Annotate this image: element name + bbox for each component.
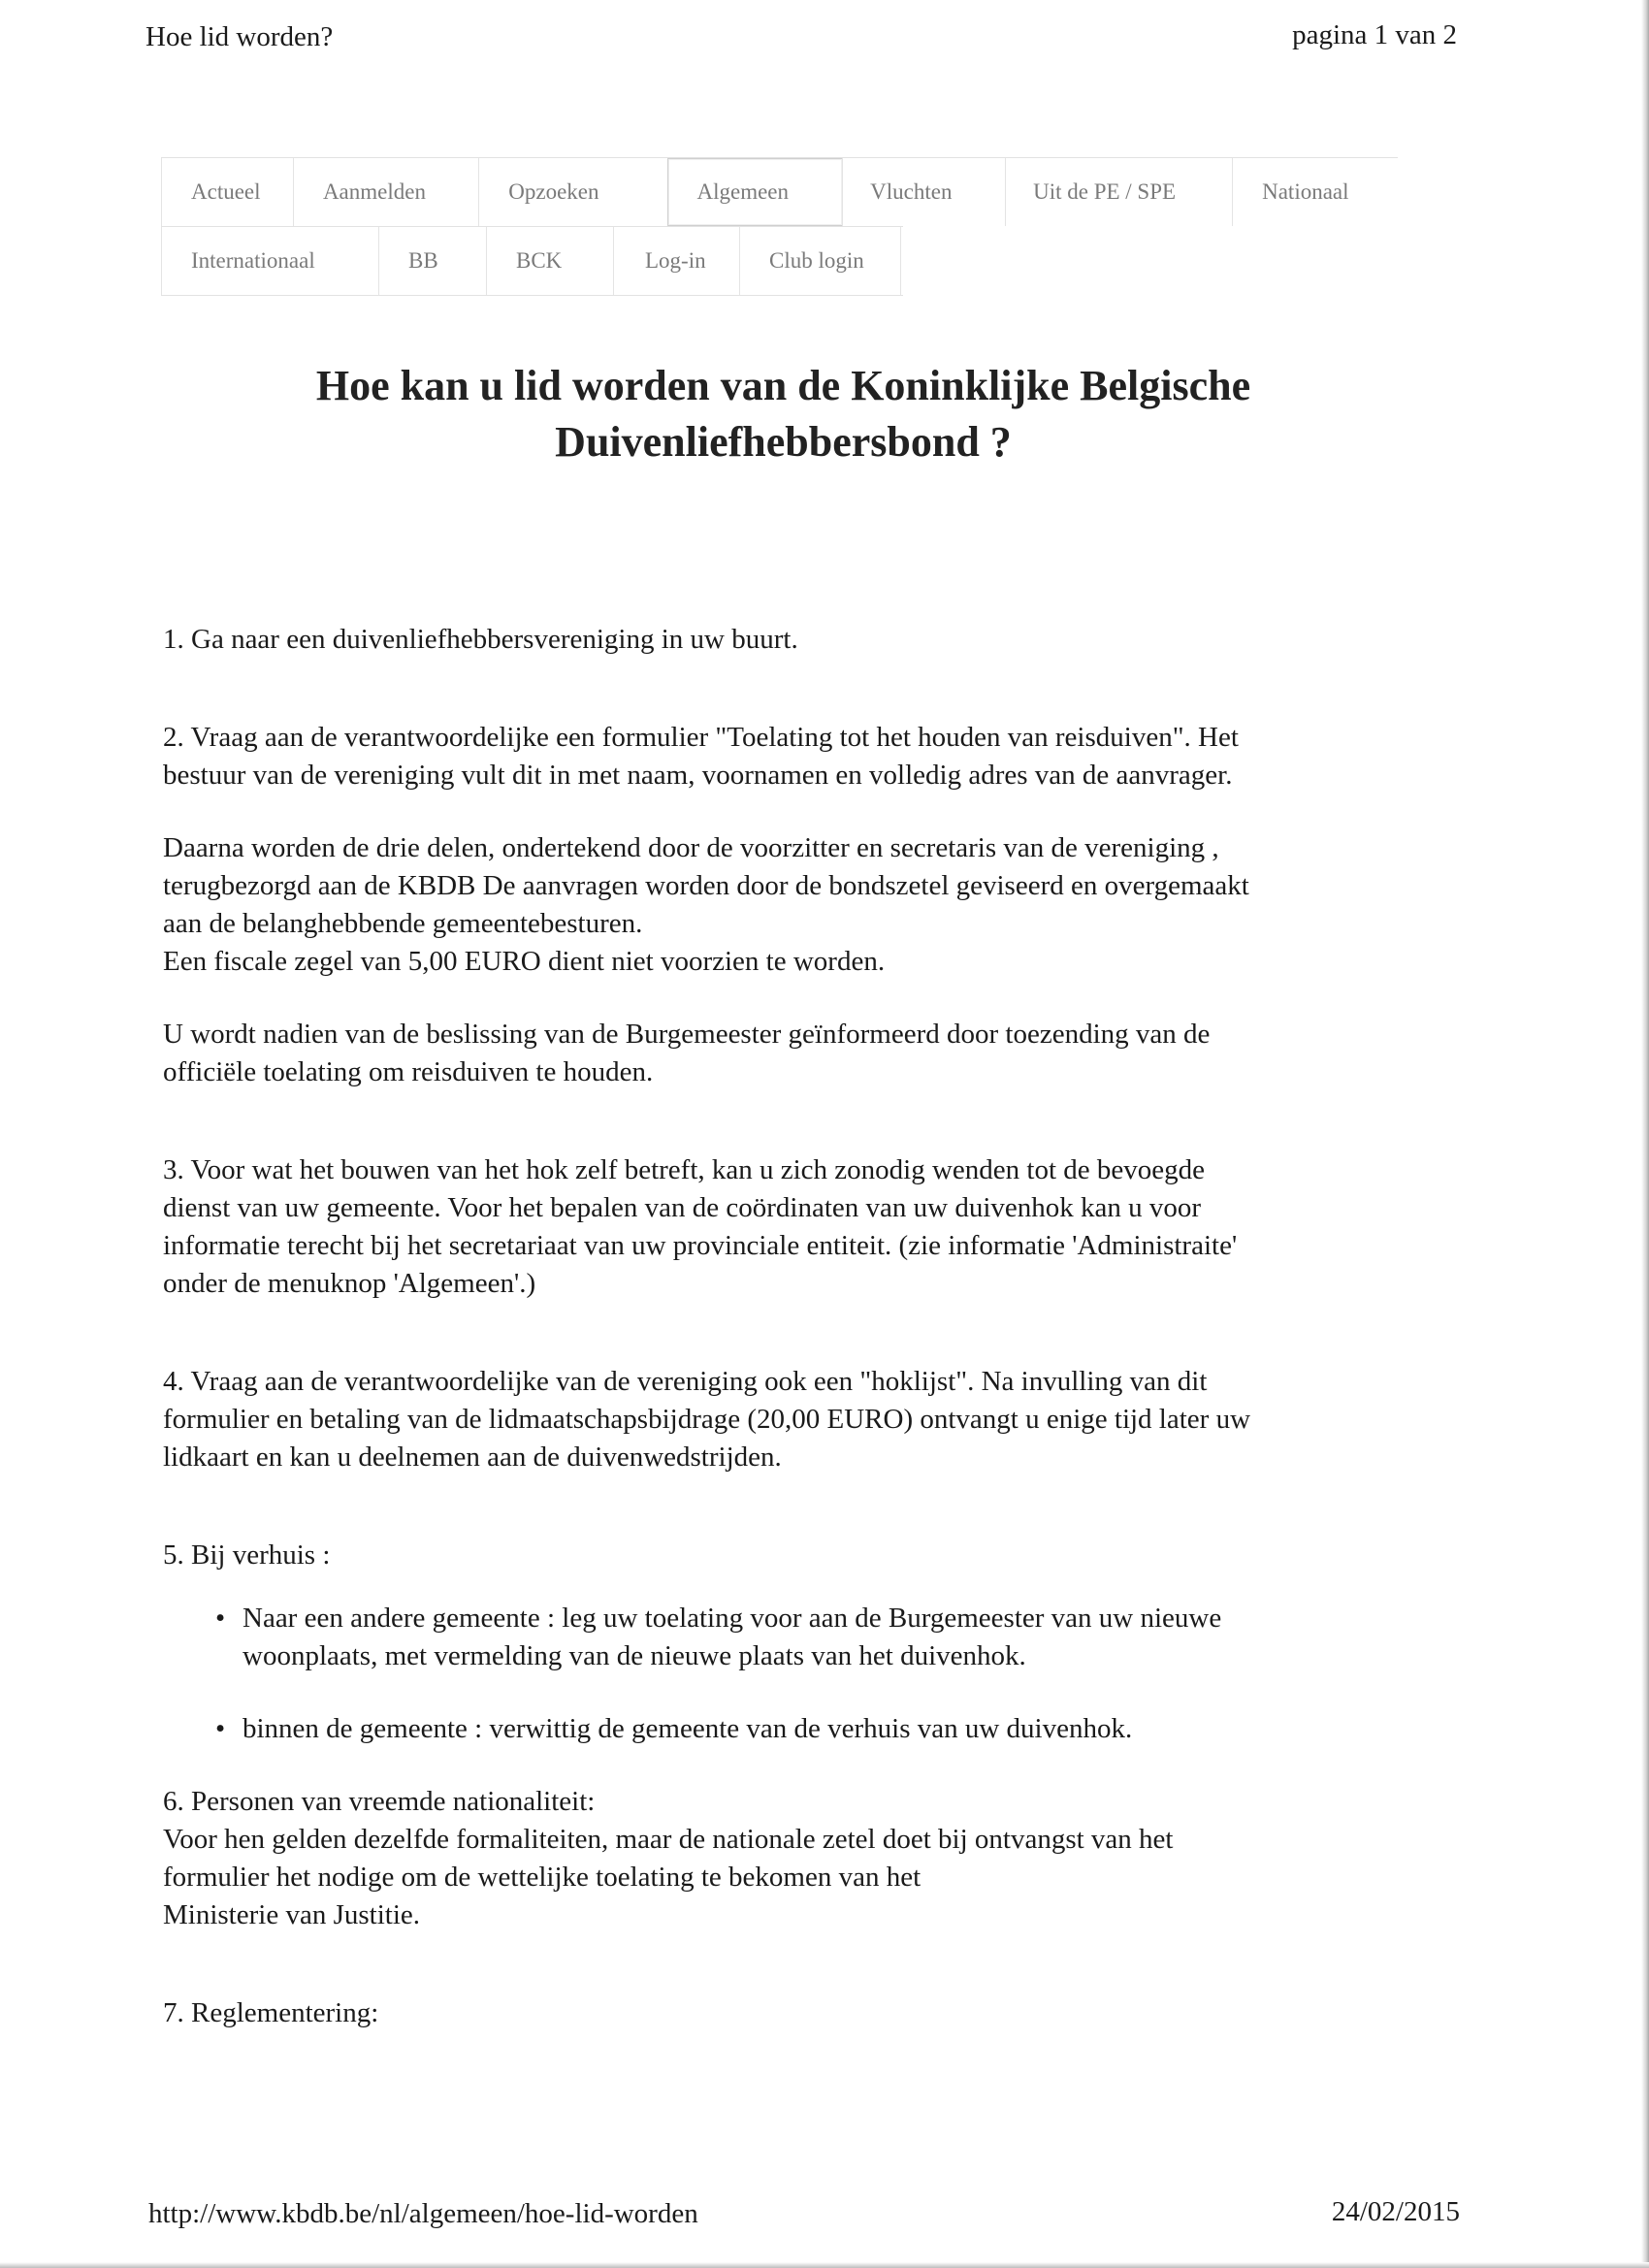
- text-line: formulier het nodige om de wettelijke toelating te bekomen van het: [163, 1862, 922, 1893]
- article-body: [163, 621, 1453, 2032]
- print-header-title: Hoe lid worden?: [146, 21, 334, 52]
- nav-row-1: [161, 157, 1398, 226]
- text-line: Ministerie van Justitie.: [163, 1899, 420, 1930]
- text-line: officiële toelating om reisduiven te houden.: [163, 1056, 654, 1087]
- print-footer-url: http://www.kbdb.be/nl/algemeen/hoe-lid-worden: [148, 2198, 698, 2229]
- bullet-icon: •: [215, 1713, 226, 1744]
- nav-item-aanmelden[interactable]: Aanmelden: [293, 158, 479, 226]
- page-edge: [1641, 0, 1649, 2268]
- nav-item-log-in[interactable]: Log-in: [613, 227, 740, 295]
- step-7-heading: 7. Reglementering:: [163, 1997, 379, 2028]
- text-line: 4. Vraag aan de verantwoordelijke van de vereniging ook een "hoklijst". Na invulling van dit: [163, 1366, 1208, 1397]
- nav-row-2: [161, 226, 903, 296]
- text-line: informatie terecht bij het secretariaat van uw provinciale entiteit. (zie informatie 'Administraite': [163, 1230, 1238, 1261]
- print-header-page-number: pagina 1 van 2: [1292, 19, 1457, 50]
- page-title-line-2: Duivenliefhebbersbond ?: [555, 418, 1012, 467]
- step-4-paragraph: [163, 1363, 1453, 1476]
- nav-item-bck[interactable]: BCK: [486, 227, 614, 295]
- nav-item-internationaal[interactable]: Internationaal: [161, 227, 379, 295]
- nav-item-uit-de-pe-spe[interactable]: Uit de PE / SPE: [1005, 158, 1233, 226]
- text-line: 2. Vraag aan de verantwoordelijke een formulier "Toelating tot het houden van reisduiven". Het: [163, 722, 1239, 753]
- nav-item-club-login[interactable]: Club login: [739, 227, 901, 295]
- text-line: 3. Voor wat het bouwen van het hok zelf betreft, kan u zich zonodig wenden tot de bevoegde: [163, 1154, 1206, 1185]
- text-line: U wordt nadien van de beslissing van de Burgemeester geïnformeerd door toezending van de: [163, 1019, 1211, 1050]
- text-line: woonplaats, met vermelding van de nieuwe plaats van het duivenhok.: [242, 1640, 1026, 1671]
- text-line: bestuur van de vereniging vult dit in met naam, voornamen en volledig adres van de aanvrager.: [163, 760, 1233, 791]
- nav-item-bb[interactable]: BB: [378, 227, 487, 295]
- step-1-paragraph: 1. Ga naar een duivenliefhebbersvereniging in uw buurt.: [163, 624, 798, 655]
- text-line: dienst van uw gemeente. Voor het bepalen van de coördinaten van uw duivenhok kan u voor: [163, 1192, 1202, 1223]
- text-line: Voor hen gelden dezelfde formaliteiten, maar de nationale zetel doet bij ontvangst van het: [163, 1824, 1174, 1855]
- list-item: [215, 1710, 1453, 1748]
- step-6-paragraph: [163, 1783, 1453, 1934]
- main-navigation: [161, 157, 1398, 296]
- step-5-heading: 5. Bij verhuis :: [163, 1539, 331, 1571]
- text-line: aan de belanghebbende gemeentebesturen.: [163, 908, 643, 939]
- text-line: Een fiscale zegel van 5,00 EURO dient niet voorzien te worden.: [163, 946, 886, 977]
- relocation-list: [163, 1600, 1453, 1748]
- text-line: binnen de gemeente : verwittig de gemeente van de verhuis van uw duivenhok.: [242, 1713, 1133, 1744]
- step-2-paragraph: [163, 719, 1453, 794]
- page-title-line-1: Hoe kan u lid worden van de Koninklijke Belgische: [315, 362, 1251, 410]
- text-line: formulier en betaling van de lidmaatschapsbijdrage (20,00 EURO) ontvangt u enige tijd later uw: [163, 1404, 1251, 1435]
- step-3-paragraph: [163, 1151, 1453, 1303]
- text-line: lidkaart en kan u deelnemen aan de duivenwedstrijden.: [163, 1442, 782, 1473]
- nav-item-vluchten[interactable]: Vluchten: [842, 158, 1006, 226]
- text-line: 6. Personen van vreemde nationaliteit:: [163, 1786, 596, 1817]
- submission-paragraph: [163, 829, 1453, 981]
- notification-paragraph: [163, 1016, 1453, 1091]
- list-item: [215, 1600, 1453, 1675]
- nav-item-opzoeken[interactable]: Opzoeken: [478, 158, 667, 226]
- text-line: Naar een andere gemeente : leg uw toelating voor aan de Burgemeester van uw nieuwe: [242, 1603, 1222, 1634]
- text-line: Daarna worden de drie delen, ondertekend door de voorzitter en secretaris van de vereniging ,: [163, 832, 1219, 863]
- page-bottom-edge: [0, 2262, 1649, 2268]
- nav-item-actueel[interactable]: Actueel: [161, 158, 294, 226]
- text-line: onder de menuknop 'Algemeen'.): [163, 1268, 536, 1299]
- text-line: terugbezorgd aan de KBDB De aanvragen worden door de bondszetel geviseerd en overgemaakt: [163, 870, 1249, 901]
- bullet-icon: •: [215, 1603, 226, 1634]
- nav-item-algemeen[interactable]: Algemeen: [667, 158, 844, 226]
- nav-item-nationaal[interactable]: Nationaal: [1232, 158, 1399, 226]
- print-footer-date: 24/02/2015: [1331, 2196, 1460, 2227]
- page-title: [165, 358, 1402, 470]
